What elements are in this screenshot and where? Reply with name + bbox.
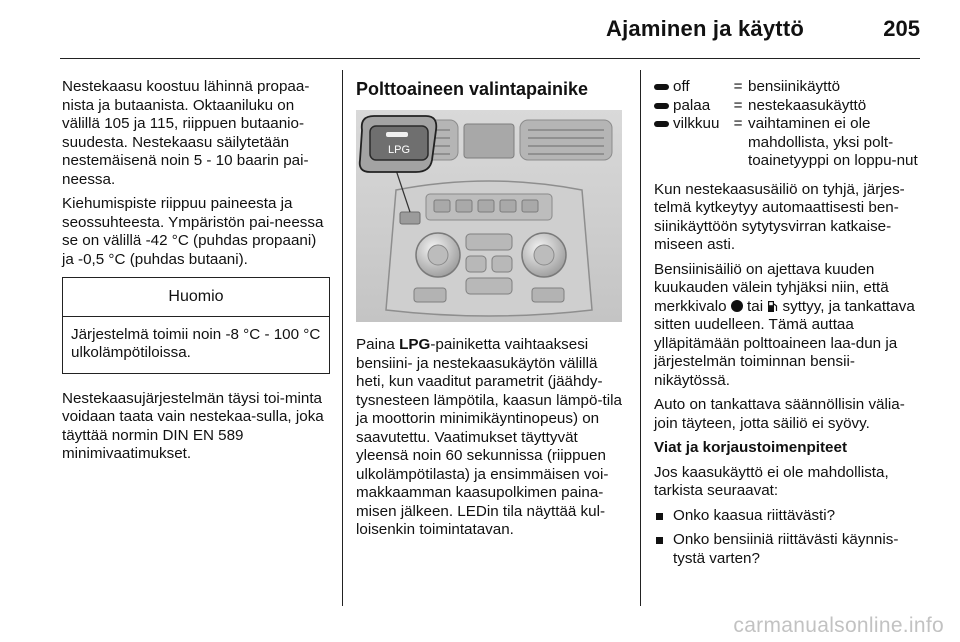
legend-row (654, 115, 924, 171)
led-legend (654, 78, 924, 171)
legend-row (654, 78, 924, 97)
paragraph: Auto on tankattava säännöllisin välia-join täyteen, jotta säiliö ei syövy. (654, 396, 905, 432)
led-meaning: vaihtaminen ei ole mahdollista, yksi polt-toainetyyppi on loppu-nut (748, 115, 918, 169)
page-header-title: Ajaminen ja käyttö (606, 16, 804, 41)
checklist (654, 507, 924, 569)
warning-lamp-icon (731, 300, 743, 312)
led-indicator (386, 132, 408, 137)
paragraph: Nestekaasujärjestelmän täysi toi-minta voidaan taata vain nestekaa-sulla, joka täyttää normin DIN EN 589 minimivaatimukset. (62, 389, 324, 462)
led-icon (654, 121, 669, 127)
watermark: carmanualsonline.info (733, 614, 944, 637)
bullet-square-icon (656, 513, 663, 520)
led-icon (654, 103, 669, 109)
column-left (62, 78, 330, 470)
list-item: Onko bensiiniä riittävästi käynnis-tystä varten? (654, 531, 924, 568)
page-number: 205 (883, 16, 920, 41)
paragraph: Jos kaasukäyttö ei ole mahdollista, tarkista seuraavat: (654, 463, 889, 499)
notice-title: Huomio (63, 278, 329, 317)
console-figure (356, 110, 622, 322)
led-state: off (673, 78, 690, 95)
led-state: palaa (673, 96, 711, 114)
led-meaning: bensiinikäyttö (748, 78, 841, 95)
column-right (654, 78, 924, 574)
column-divider (342, 70, 343, 606)
list-item: Onko kaasua riittävästi? (654, 507, 924, 526)
legend-row (654, 97, 924, 116)
led-state: vilkkuu (673, 115, 720, 132)
notice-box (62, 277, 330, 374)
column-middle (356, 78, 626, 546)
fuel-pump-icon (767, 300, 778, 313)
center-console-illustration (356, 110, 622, 322)
equals-sign: = (733, 115, 743, 132)
led-meaning: nestekaasukäyttö (748, 96, 867, 114)
paragraph: Kiehumispiste riippuu paineesta ja seossuhteesta. Ympäristön pai-neessa se on välillä -42 °C (puhdas propaani) ja -0,5 °C (puhdas butaani). (62, 195, 324, 268)
bullet-square-icon (656, 537, 663, 544)
column-divider (640, 70, 641, 606)
paragraph: Kun nestekaasusäiliö on tyhjä, järjes-telmä kytkeytyy automaattisesti ben-siinikäyttöön sytytysvirran katkaise-miseen asti. (654, 180, 905, 253)
led-icon (654, 84, 669, 90)
equals-sign: = (733, 78, 743, 95)
lpg-label: LPG (399, 336, 431, 353)
notice-body: Järjestelmä toimii noin -8 °C - 100 °C ulkolämpötiloissa. (71, 325, 321, 361)
equals-sign: = (733, 96, 743, 114)
lpg-button-label: LPG (387, 144, 411, 156)
header-rule (60, 58, 920, 59)
paragraph: Paina LPG-painiketta vaihtaaksesi bensiini- ja nestekaasukäytön välillä heti, kun vaaditut parametrit (jäähdy-tysnesteen lämpötila, kaasun lämpö-tila ja moottorin minimikäyntinopeus) on saavutettu. Vaatimukset täyttyvät yleensä noin 60 sekunnissa (riippuen ulkolämpötilasta) ja ensimmäisen voi-makkaamman kaasupolkimen paina-misen jälkeen. LEDin tila näyttää kul-loisenkin toimintatavan. (356, 336, 622, 538)
paragraph: Bensiinisäiliö on ajettava kuuden kuukauden välein tyhjäksi niin, että merkkivalo tai syttyy, ja tankattava sitten uudelleen. Tämä auttaa ylläpitämään polttoaineen laa-dun ja järjestelmän toiminnan bensii-nikäytössä. (654, 260, 915, 389)
paragraph: Nestekaasu koostuu lähinnä propaa-nista ja butaanista. Oktaaniluku on välillä 105 ja 115, riippuen butaanio-suudesta. Nestekaasu säilytetään nestemäisenä noin 5 - 10 baarin pai-neessa. (62, 78, 310, 188)
section-title: Polttoaineen valintapainike (356, 79, 589, 99)
subheading: Viat ja korjaustoimenpiteet (654, 439, 847, 456)
